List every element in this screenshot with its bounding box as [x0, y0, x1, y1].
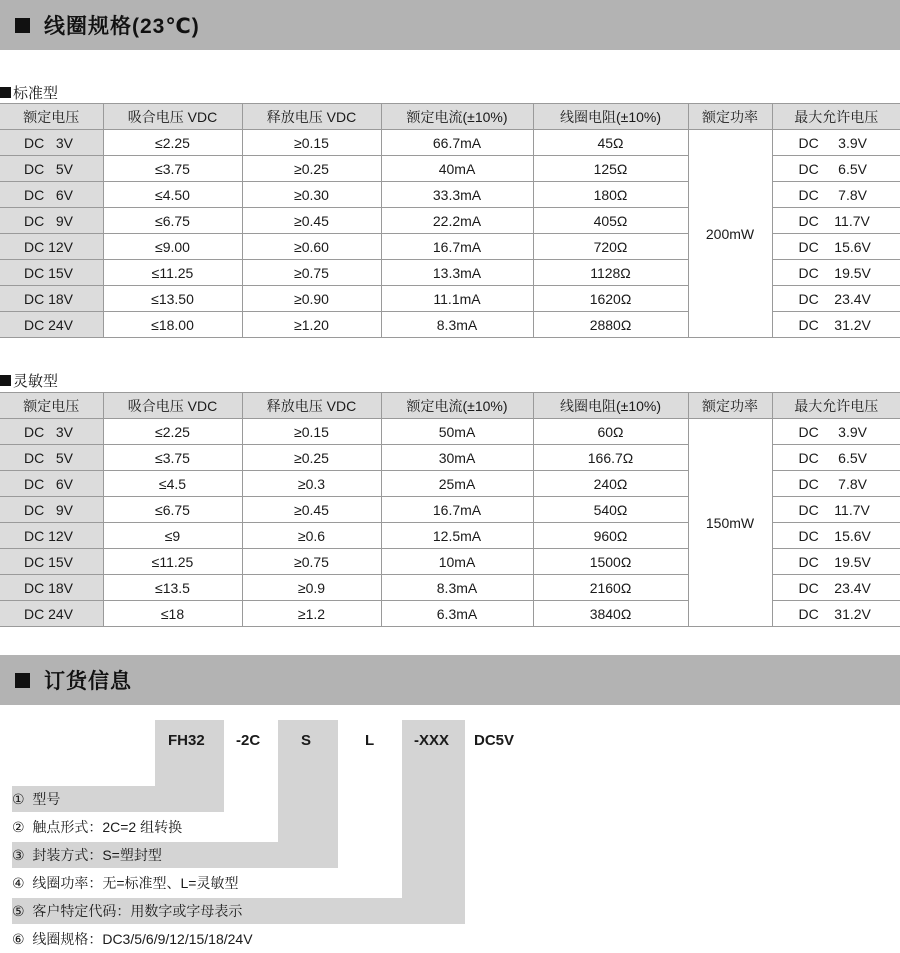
max-voltage-cell: DC 19.5V — [772, 549, 900, 575]
max-voltage-cell: DC 23.4V — [772, 286, 900, 312]
pickup-voltage-cell: ≤18.00 — [103, 312, 242, 338]
order-info-header — [0, 655, 900, 705]
rated-voltage-cell: DC 5V — [0, 156, 103, 182]
rated-voltage-cell: DC 18V — [0, 286, 103, 312]
sensitive-spec-table — [0, 392, 900, 627]
rated-current-cell: 40mA — [381, 156, 533, 182]
rated-current-cell: 50mA — [381, 419, 533, 445]
pickup-voltage-cell: ≤9 — [103, 523, 242, 549]
pickup-voltage-cell: ≤4.5 — [103, 471, 242, 497]
rated-voltage-cell: DC 3V — [0, 419, 103, 445]
rated-current-cell: 16.7mA — [381, 234, 533, 260]
col-header: 吸合电压 VDC — [103, 104, 242, 130]
pickup-voltage-cell: ≤6.75 — [103, 208, 242, 234]
max-voltage-cell: DC 31.2V — [772, 601, 900, 627]
max-voltage-cell: DC 23.4V — [772, 575, 900, 601]
coil-resistance-cell: 125Ω — [533, 156, 688, 182]
rated-current-cell: 13.3mA — [381, 260, 533, 286]
col-header: 额定电压 — [0, 393, 103, 419]
pickup-voltage-cell: ≤4.50 — [103, 182, 242, 208]
coil-resistance-cell: 540Ω — [533, 497, 688, 523]
coil-resistance-cell: 1620Ω — [533, 286, 688, 312]
col-header: 额定电流(±10%) — [381, 393, 533, 419]
release-voltage-cell: ≥0.15 — [242, 130, 381, 156]
legend-item: ⑤ 客户特定代码：用数字或字母表示 — [12, 903, 243, 919]
release-voltage-cell: ≥0.45 — [242, 497, 381, 523]
col-header: 最大允许电压 — [772, 104, 900, 130]
legend-item: ② 触点形式：2C=2 组转换 — [12, 819, 183, 835]
pickup-voltage-cell: ≤3.75 — [103, 156, 242, 182]
rated-voltage-cell: DC 6V — [0, 182, 103, 208]
coil-resistance-cell: 60Ω — [533, 419, 688, 445]
col-header: 额定功率 — [688, 393, 772, 419]
rated-voltage-cell: DC 15V — [0, 260, 103, 286]
max-voltage-cell: DC 7.8V — [772, 182, 900, 208]
max-voltage-cell: DC 15.6V — [772, 234, 900, 260]
rated-voltage-cell: DC 12V — [0, 234, 103, 260]
legend-item: ① 型号 — [12, 791, 61, 807]
col-header: 线圈电阻(±10%) — [533, 393, 688, 419]
rated-voltage-cell: DC 15V — [0, 549, 103, 575]
square-bullet-icon — [15, 18, 30, 33]
coil-resistance-cell: 405Ω — [533, 208, 688, 234]
rated-current-cell: 25mA — [381, 471, 533, 497]
table-row — [0, 419, 900, 445]
legend-item: ③ 封装方式：S=塑封型 — [12, 847, 162, 863]
rated-voltage-cell: DC 6V — [0, 471, 103, 497]
release-voltage-cell: ≥0.15 — [242, 419, 381, 445]
max-voltage-cell: DC 19.5V — [772, 260, 900, 286]
rated-current-cell: 16.7mA — [381, 497, 533, 523]
rated-voltage-cell: DC 18V — [0, 575, 103, 601]
rated-current-cell: 8.3mA — [381, 312, 533, 338]
release-voltage-cell: ≥0.25 — [242, 156, 381, 182]
code-contact: -2C — [236, 732, 261, 749]
rated-current-cell: 11.1mA — [381, 286, 533, 312]
pickup-voltage-cell: ≤9.00 — [103, 234, 242, 260]
release-voltage-cell: ≥0.25 — [242, 445, 381, 471]
release-voltage-cell: ≥0.90 — [242, 286, 381, 312]
release-voltage-cell: ≥0.30 — [242, 182, 381, 208]
standard-type-label: 标准型 — [13, 85, 59, 102]
col-header: 线圈电阻(±10%) — [533, 104, 688, 130]
max-voltage-cell: DC 3.9V — [772, 419, 900, 445]
rated-current-cell: 22.2mA — [381, 208, 533, 234]
pickup-voltage-cell: ≤13.50 — [103, 286, 242, 312]
pickup-voltage-cell: ≤3.75 — [103, 445, 242, 471]
col-header: 释放电压 VDC — [242, 393, 381, 419]
coil-resistance-cell: 2880Ω — [533, 312, 688, 338]
code-model: FH32 — [168, 732, 205, 749]
rated-power-cell: 150mW — [688, 419, 772, 627]
pickup-voltage-cell: ≤11.25 — [103, 549, 242, 575]
coil-resistance-cell: 960Ω — [533, 523, 688, 549]
pickup-voltage-cell: ≤13.5 — [103, 575, 242, 601]
release-voltage-cell: ≥0.75 — [242, 260, 381, 286]
coil-resistance-cell: 45Ω — [533, 130, 688, 156]
coil-resistance-cell: 720Ω — [533, 234, 688, 260]
pickup-voltage-cell: ≤18 — [103, 601, 242, 627]
max-voltage-cell: DC 7.8V — [772, 471, 900, 497]
rated-current-cell: 30mA — [381, 445, 533, 471]
table-header-row — [0, 393, 900, 419]
max-voltage-cell: DC 3.9V — [772, 130, 900, 156]
rated-current-cell: 6.3mA — [381, 601, 533, 627]
rated-voltage-cell: DC 24V — [0, 312, 103, 338]
rated-current-cell: 33.3mA — [381, 182, 533, 208]
release-voltage-cell: ≥0.3 — [242, 471, 381, 497]
col-header: 额定电流(±10%) — [381, 104, 533, 130]
table-row — [0, 130, 900, 156]
rated-power-cell: 200mW — [688, 130, 772, 338]
rated-voltage-cell: DC 5V — [0, 445, 103, 471]
code-customer: -XXX — [414, 732, 450, 749]
standard-spec-table — [0, 103, 900, 338]
rated-current-cell: 8.3mA — [381, 575, 533, 601]
coil-resistance-cell: 1128Ω — [533, 260, 688, 286]
rated-voltage-cell: DC 3V — [0, 130, 103, 156]
col-header: 最大允许电压 — [772, 393, 900, 419]
release-voltage-cell: ≥0.75 — [242, 549, 381, 575]
col-header: 释放电压 VDC — [242, 104, 381, 130]
col-header: 吸合电压 VDC — [103, 393, 242, 419]
coil-resistance-cell: 2160Ω — [533, 575, 688, 601]
max-voltage-cell: DC 31.2V — [772, 312, 900, 338]
standard-type-heading — [0, 82, 58, 103]
pickup-voltage-cell: ≤2.25 — [103, 130, 242, 156]
coil-resistance-cell: 180Ω — [533, 182, 688, 208]
pickup-voltage-cell: ≤6.75 — [103, 497, 242, 523]
coil-spec-title: 线圈规格(23℃) — [44, 15, 200, 38]
square-bullet-icon — [15, 673, 30, 688]
max-voltage-cell: DC 15.6V — [772, 523, 900, 549]
square-bullet-icon — [0, 87, 11, 98]
table-header-row — [0, 104, 900, 130]
sensitive-type-label: 灵敏型 — [13, 373, 59, 390]
col-header: 额定功率 — [688, 104, 772, 130]
code-package: S — [301, 732, 312, 749]
code-coil-spec: DC5V — [474, 732, 515, 749]
release-voltage-cell: ≥0.60 — [242, 234, 381, 260]
release-voltage-cell: ≥1.20 — [242, 312, 381, 338]
rated-voltage-cell: DC 24V — [0, 601, 103, 627]
release-voltage-cell: ≥1.2 — [242, 601, 381, 627]
rated-current-cell: 66.7mA — [381, 130, 533, 156]
coil-resistance-cell: 3840Ω — [533, 601, 688, 627]
rated-voltage-cell: DC 12V — [0, 523, 103, 549]
rated-voltage-cell: DC 9V — [0, 208, 103, 234]
rated-current-cell: 12.5mA — [381, 523, 533, 549]
legend-item: ④ 线圈功率：无=标准型、L=灵敏型 — [12, 875, 239, 891]
coil-resistance-cell: 240Ω — [533, 471, 688, 497]
order-info-title: 订货信息 — [44, 670, 132, 693]
col-header: 额定电压 — [0, 104, 103, 130]
release-voltage-cell: ≥0.45 — [242, 208, 381, 234]
coil-resistance-cell: 1500Ω — [533, 549, 688, 575]
release-voltage-cell: ≥0.9 — [242, 575, 381, 601]
rated-current-cell: 10mA — [381, 549, 533, 575]
max-voltage-cell: DC 11.7V — [772, 208, 900, 234]
coil-resistance-cell: 166.7Ω — [533, 445, 688, 471]
release-voltage-cell: ≥0.6 — [242, 523, 381, 549]
legend-item: ⑥ 线圈规格：DC3/5/6/9/12/15/18/24V — [12, 931, 253, 947]
max-voltage-cell: DC 6.5V — [772, 445, 900, 471]
coil-spec-header — [0, 0, 900, 50]
pickup-voltage-cell: ≤11.25 — [103, 260, 242, 286]
code-coil-power: L — [365, 732, 375, 749]
max-voltage-cell: DC 6.5V — [772, 156, 900, 182]
pickup-voltage-cell: ≤2.25 — [103, 419, 242, 445]
rated-voltage-cell: DC 9V — [0, 497, 103, 523]
sensitive-type-heading — [0, 370, 58, 391]
square-bullet-icon — [0, 375, 11, 386]
max-voltage-cell: DC 11.7V — [772, 497, 900, 523]
